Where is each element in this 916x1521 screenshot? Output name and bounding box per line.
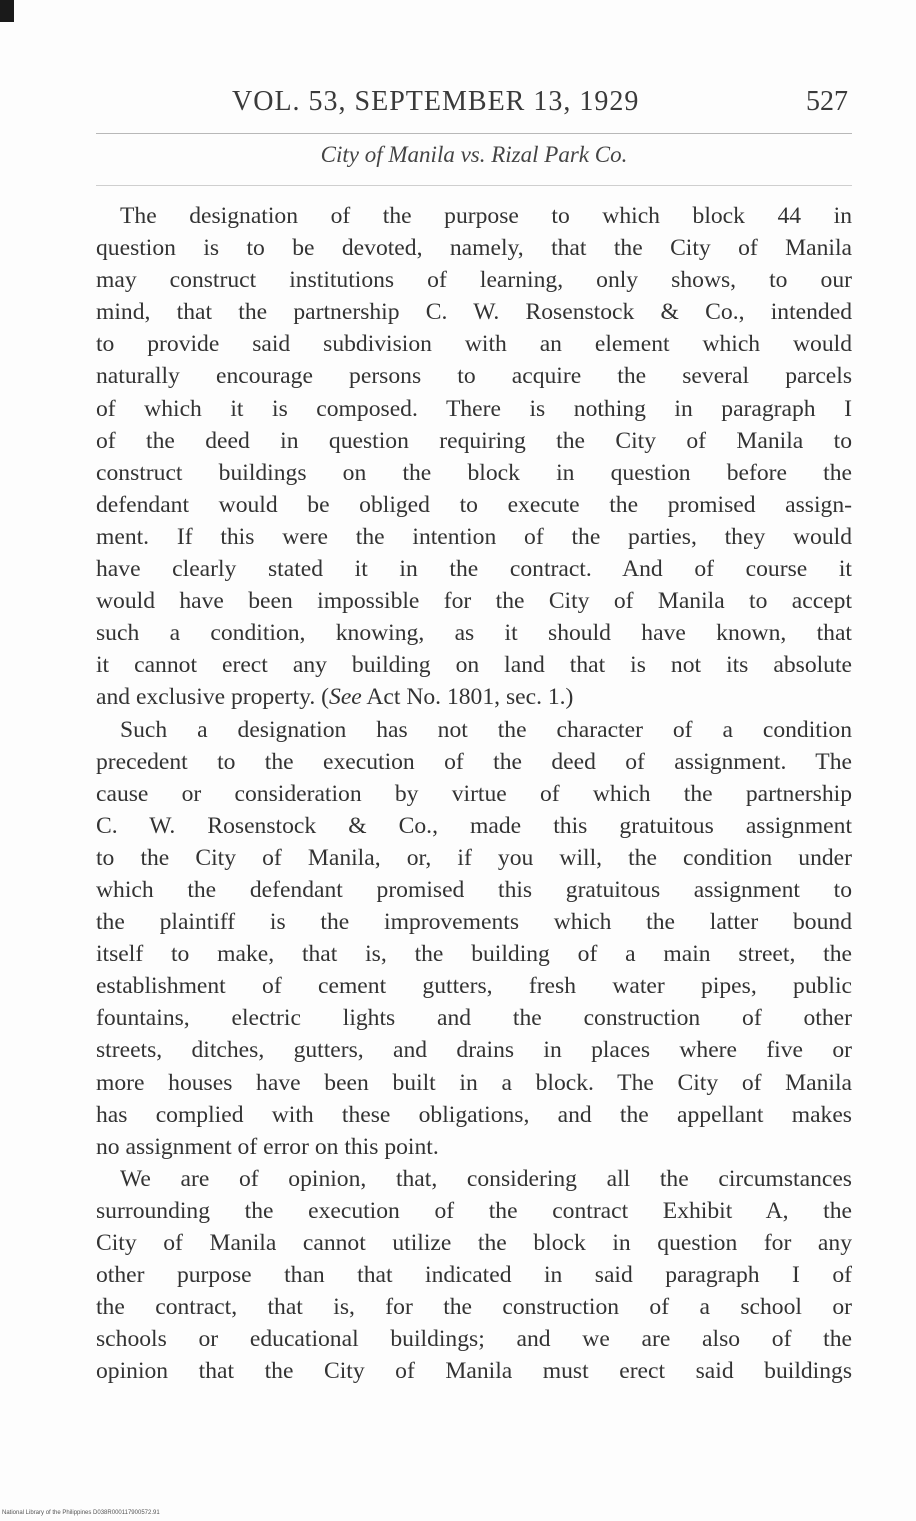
text-line: question is to be devoted, namely, that the City of Manila — [96, 235, 852, 262]
text-line: of which it is composed. There is nothing in paragraph I — [96, 395, 852, 422]
running-head — [96, 86, 852, 126]
text-line: streets, ditches, gutters, and drains in places where five or — [96, 1037, 852, 1064]
text-line: C. W. Rosenstock & Co., made this gratuitous assignment — [96, 812, 852, 839]
text-line: City of Manila cannot utilize the block in question for any — [96, 1230, 852, 1256]
text-line: to provide said subdivision with an element which would — [96, 331, 852, 358]
source-footer: National Library of the Philippines D038R000117900572.91 — [2, 1510, 160, 1516]
text-line: establishment of cement gutters, fresh water pipes, public — [96, 973, 852, 1000]
text-line: cause or consideration by virtue of which the partnership — [96, 780, 852, 807]
text-line: schools or educational buildings; and we are also of the — [96, 1326, 852, 1353]
text-line: of the deed in question requiring the City of Manila to — [96, 427, 852, 454]
text-line: precedent to the execution of the deed of assignment. The — [96, 748, 852, 775]
text-line: itself to make, that is, the building of a main street, the — [96, 941, 852, 968]
text-line: We are of opinion, that, considering all the circumstances — [120, 1165, 852, 1192]
text-line: The designation of the purpose to which block 44 in — [120, 203, 852, 229]
text-line: have clearly stated it in the contract. And of course it — [96, 556, 852, 583]
body-text — [96, 200, 852, 1387]
citation-signal: See — [329, 684, 362, 711]
text-line: no assignment of error on this point. — [96, 1133, 439, 1160]
text-line: may construct institutions of learning, only shows, to our — [96, 267, 852, 294]
header-rule-top — [96, 133, 852, 134]
text-line: the contract, that is, for the construction of a school or — [96, 1294, 852, 1321]
header-rule-bottom — [96, 185, 852, 186]
text-line: to the City of Manila, or, if you will, the condition under — [96, 844, 852, 871]
text-line: such a condition, knowing, as it should have known, that — [96, 620, 852, 647]
text-line: ment. If this were the intention of the parties, they would — [96, 523, 852, 550]
text-line: more houses have been built in a block. The City of Manila — [96, 1069, 852, 1096]
text-line: naturally encourage persons to acquire the several parcels — [96, 363, 852, 390]
text-line: other purpose than that indicated in said paragraph I of — [96, 1262, 852, 1289]
text-line: mind, that the partnership C. W. Rosenstock & Co., intended — [96, 299, 852, 326]
case-title: City of Manila vs. Rizal Park Co. — [320, 142, 628, 167]
text-line: fountains, electric lights and the construction of other — [96, 1005, 852, 1032]
text-line: opinion that the City of Manila must erect said buildings — [96, 1358, 852, 1385]
text-line: and exclusive property. (See Act No. 1801, sec. 1.) — [96, 684, 574, 711]
page-number: 527 — [806, 86, 848, 117]
text-line: surrounding the execution of the contract Exhibit A, the — [96, 1197, 852, 1224]
text-line: has complied with these obligations, and the appellant makes — [96, 1101, 852, 1128]
text-line: Such a designation has not the character of a condition — [120, 716, 852, 743]
text-line: defendant would be obliged to execute the promised assign- — [96, 491, 852, 518]
text-line: which the defendant promised this gratuitous assignment to — [96, 876, 852, 903]
scan-corner-mark — [0, 0, 14, 22]
text-line: construct buildings on the block in question before the — [96, 459, 852, 486]
text-line: would have been impossible for the City of Manila to accept — [96, 588, 852, 615]
text-line: the plaintiff is the improvements which the latter bound — [96, 909, 852, 936]
text-line: it cannot erect any building on land that is not its absolute — [96, 652, 852, 679]
volume-line: VOL. 53, SEPTEMBER 13, 1929 — [232, 86, 640, 117]
